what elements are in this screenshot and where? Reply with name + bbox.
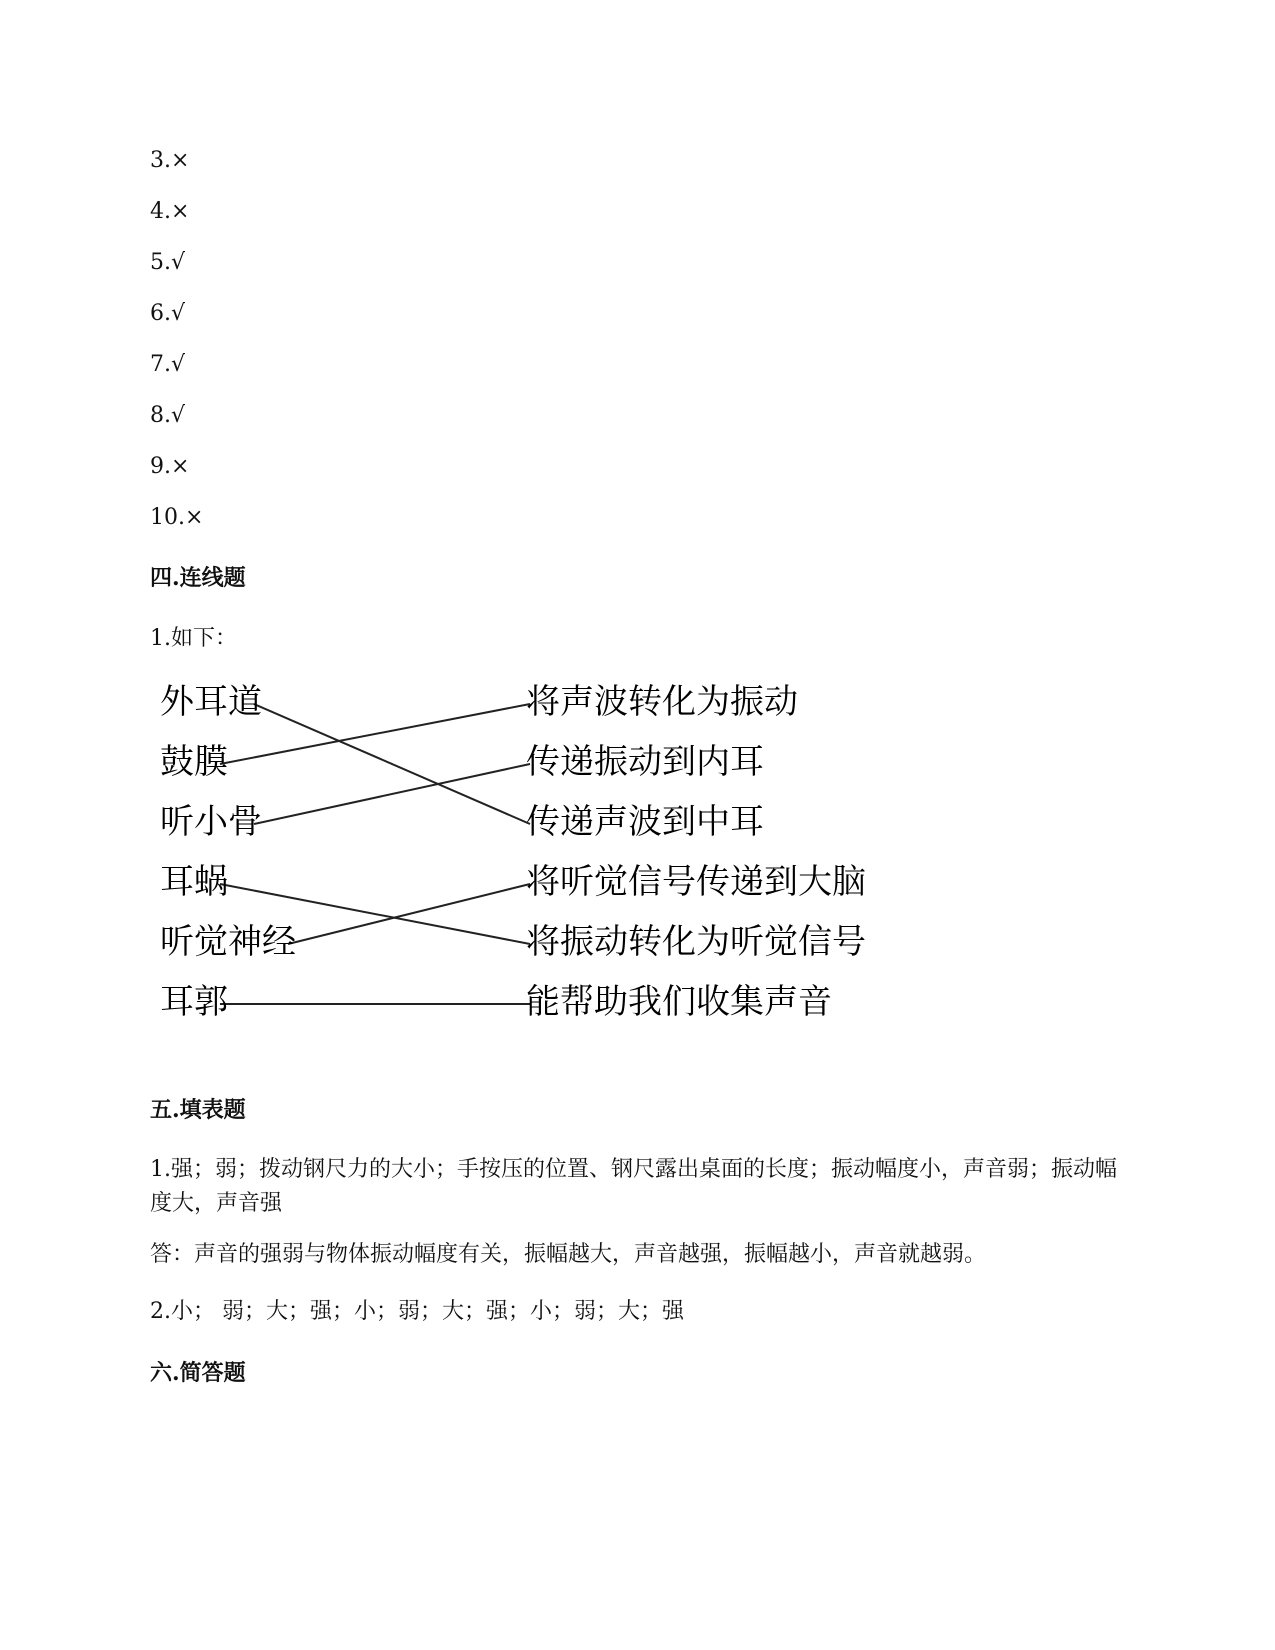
judgment-answer-10: 10.× xyxy=(150,505,204,530)
connection-line xyxy=(220,704,530,764)
judgment-answer-6: 6.√ xyxy=(150,301,186,326)
section-5-q1-conclusion: 答：声音的强弱与物体振动幅度有关，振幅越大，声音越强，振幅越小，声音就越弱。 xyxy=(150,1242,987,1267)
left-label-0: 外耳道 xyxy=(160,682,262,722)
matching-figure xyxy=(160,682,920,1090)
left-label-1: 鼓膜 xyxy=(160,742,228,782)
left-label-3: 耳蜗 xyxy=(160,862,228,902)
judgment-answer-5: 5.√ xyxy=(150,250,186,275)
right-label-2: 传递声波到中耳 xyxy=(526,802,764,842)
section-5-q2-answer: 2.小； 弱；大；强；小；弱；大；强；小；弱；大；强 xyxy=(150,1299,684,1324)
right-label-1: 传递振动到内耳 xyxy=(526,742,764,782)
right-label-5: 能帮助我们收集声音 xyxy=(526,982,832,1022)
section-6-heading: 六.简答题 xyxy=(150,1360,246,1386)
left-label-5: 耳郭 xyxy=(160,982,228,1022)
judgment-answer-9: 9.× xyxy=(150,454,190,479)
section-5-q1-answer: 1.强；弱；拨动钢尺力的大小；手按压的位置、钢尺露出桌面的长度；振动幅度小，声音弱；振动幅度大，声音强 xyxy=(150,1157,1117,1216)
connection-line xyxy=(254,764,530,824)
left-label-4: 听觉神经 xyxy=(160,922,296,962)
section-4-q1-intro: 1.如下： xyxy=(150,626,237,651)
right-label-3: 将听觉信号传递到大脑 xyxy=(526,862,866,902)
connection-line xyxy=(288,884,530,944)
right-label-0: 将声波转化为振动 xyxy=(526,682,798,722)
right-label-4: 将振动转化为听觉信号 xyxy=(526,922,866,962)
left-label-2: 听小骨 xyxy=(160,802,262,842)
judgment-answer-3: 3.× xyxy=(150,148,190,173)
section-4-heading: 四.连线题 xyxy=(150,565,246,591)
connection-line xyxy=(254,704,530,824)
judgment-answer-8: 8.√ xyxy=(150,403,186,428)
section-5-heading: 五.填表题 xyxy=(150,1097,246,1123)
judgment-answer-4: 4.× xyxy=(150,199,190,224)
judgment-answer-7: 7.√ xyxy=(150,352,186,377)
